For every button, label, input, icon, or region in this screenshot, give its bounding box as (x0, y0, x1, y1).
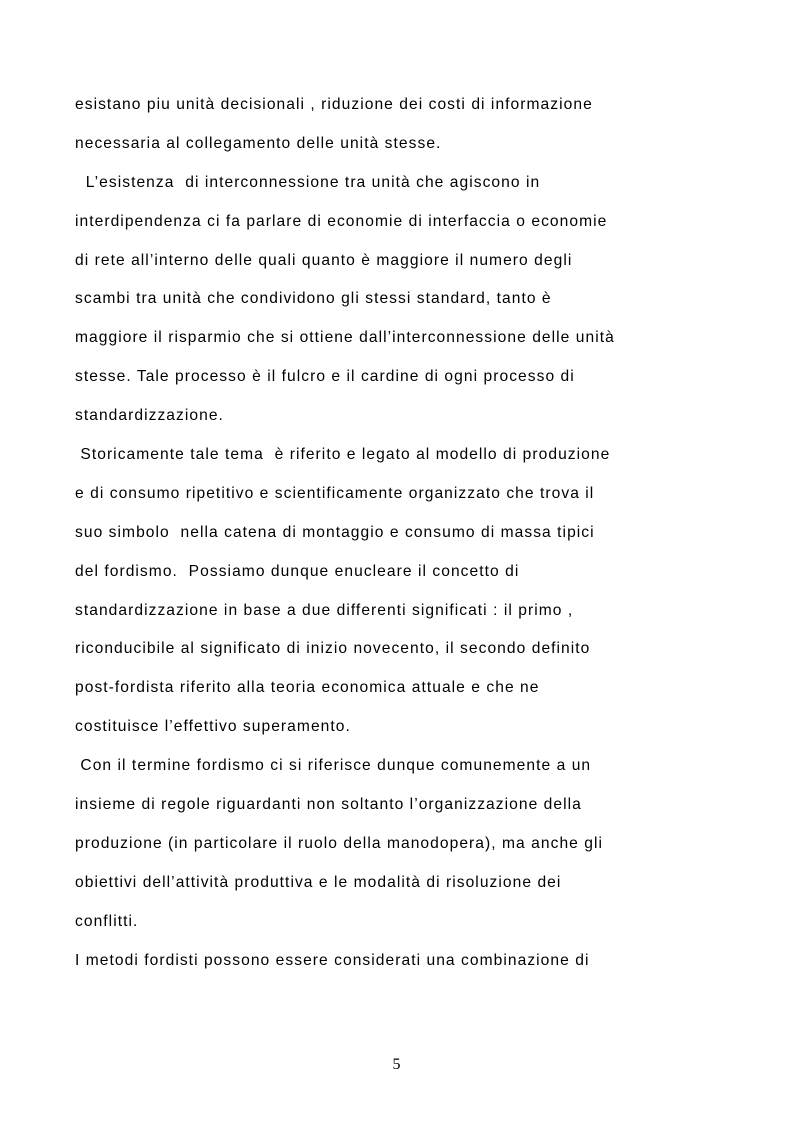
text-line: costituisce l’effettivo superamento. (75, 718, 351, 736)
text-line: di rete all’interno delle quali quanto è maggiore il numero degli (75, 251, 573, 269)
text-line: produzione (in particolare il ruolo della manodopera), ma anche gli (75, 834, 604, 852)
text-line: post-fordista riferito alla teoria economica attuale e che ne (75, 679, 540, 697)
body-text (75, 92, 725, 986)
text-line: e di consumo ripetitivo e scientificamente organizzato che trova il (75, 484, 595, 502)
text-line: Con il termine fordismo ci si riferisce dunque comunemente a un (75, 757, 592, 775)
text-line: standardizzazione in base a due differenti significati : il primo , (75, 601, 574, 619)
text-line: scambi tra unità che condividono gli stessi standard, tanto è (75, 290, 552, 308)
text-line: I metodi fordisti possono essere considerati una combinazione di (75, 951, 590, 969)
text-line: suo simbolo nella catena di montaggio e consumo di massa tipici (75, 523, 595, 541)
page-number: 5 (392, 1056, 401, 1073)
text-line: riconducibile al significato di inizio novecento, il secondo definito (75, 640, 591, 658)
text-line: standardizzazione. (75, 407, 224, 425)
text-line: maggiore il risparmio che si ottiene dall’interconnessione delle unità (75, 329, 615, 347)
text-line: interdipendenza ci fa parlare di economie di interfaccia o economie (75, 212, 608, 230)
text-line: necessaria al collegamento delle unità stesse. (75, 134, 442, 152)
text-line: conflitti. (75, 912, 139, 930)
text-line: esistano piu unità decisionali , riduzione dei costi di informazione (75, 96, 593, 113)
text-line: Storicamente tale tema è riferito e legato al modello di produzione (75, 446, 611, 464)
text-line: L’esistenza di interconnessione tra unità che agiscono in (75, 173, 541, 191)
text-line: obiettivi dell’attività produttiva e le modalità di risoluzione dei (75, 873, 562, 891)
text-line: del fordismo. Possiamo dunque enucleare il concetto di (75, 562, 520, 580)
text-line: stesse. Tale processo è il fulcro e il cardine di ogni processo di (75, 368, 575, 386)
text-line: insieme di regole riguardanti non soltanto l’organizzazione della (75, 796, 582, 814)
